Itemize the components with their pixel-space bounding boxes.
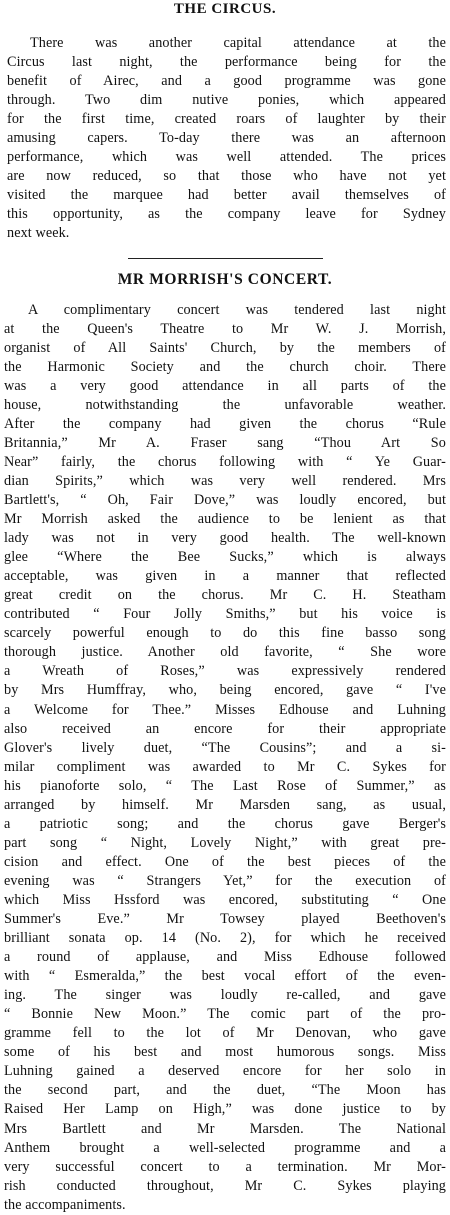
text-line: this opportunity, as the company leave for Sydney xyxy=(7,206,446,223)
text-line: a round of applause, and Miss Edhouse followed xyxy=(4,949,446,966)
text-line: gramme fell to the lot of Mr Denovan, who gave xyxy=(4,1025,446,1042)
text-line: cision and effect. One of the best pieces of the xyxy=(4,853,446,870)
text-line: After the company had given the chorus “Rule xyxy=(4,415,446,432)
text-line: very successful concert to a termination. Mr Mor- xyxy=(4,1158,446,1175)
text-line: A complimentary concert was tendered last night xyxy=(28,301,446,318)
text-line: benefit of Airec, and a good programme was gone xyxy=(7,73,446,90)
text-line: Circus last night, the performance being for the xyxy=(7,54,446,71)
text-line: some of his best and most humorous songs. Miss xyxy=(4,1044,446,1061)
text-line: was a very good attendance in all parts of the xyxy=(4,377,446,394)
concert-heading: MR MORRISH'S CONCERT. xyxy=(117,270,333,288)
text-line: a Wreath of Roses,” was expressively rendered xyxy=(4,663,446,680)
text-line: with “ Esmeralda,” the best vocal effort of the even- xyxy=(4,968,446,985)
text-line: Raised Her Lamp on High,” was done justice to by xyxy=(4,1101,446,1118)
text-line: “ Bonnie New Moon.” The comic part of the pro- xyxy=(4,1006,446,1023)
text-line: great credit on the chorus. Mr C. H. Steatham xyxy=(4,587,446,604)
text-line: glee “Where the Bee Sucks,” which is always xyxy=(4,549,446,566)
text-line: arranged by himself. Mr Marsden sang, as usual, xyxy=(4,796,446,813)
text-line: rish conducted throughout, Mr C. Sykes playing xyxy=(4,1177,446,1194)
text-line: a patriotic song; and the chorus gave Berger's xyxy=(4,815,446,832)
text-line: contributed “ Four Jolly Smiths,” but his voice is xyxy=(4,606,446,623)
text-line: house, notwithstanding the unfavorable weather. xyxy=(4,396,446,413)
text-line: Luhning gained a deserved encore for her solo in xyxy=(4,1063,446,1080)
text-line: performance, which was well attended. The prices xyxy=(7,149,446,166)
text-line: his pianoforte solo, “ The Last Rose of Summer,” as xyxy=(4,777,446,794)
text-line: part song “ Night, Lovely Night,” with great pre- xyxy=(4,834,446,851)
circus-article xyxy=(0,34,450,244)
text-line: acceptable, was given in a manner that reflected xyxy=(4,568,446,585)
text-line: Summer's Eve.” Mr Towsey played Beethoven's xyxy=(4,911,446,928)
text-line: which Miss Hssford was encored, substituting “ One xyxy=(4,891,446,908)
concert-article xyxy=(0,301,450,1215)
text-line: Britannia,” Mr A. Fraser sang “Thou Art So xyxy=(4,434,446,451)
section-divider xyxy=(128,258,323,259)
text-line: Glover's lively duet, “The Cousins”; and a si- xyxy=(4,739,446,756)
text-line: by Mrs Humffray, who, being encored, gave “ I've xyxy=(4,682,446,699)
text-line: Bartlett's, “ Oh, Fair Dove,” was loudly encored, but xyxy=(4,491,446,508)
text-line: lady was not in very good health. The well-known xyxy=(4,530,446,547)
text-line: the Harmonic Society and the church choir. There xyxy=(4,358,446,375)
text-line: the accompaniments. xyxy=(4,1196,126,1213)
text-line: the second part, and the duet, “The Moon has xyxy=(4,1082,446,1099)
text-line: dian Spirits,” which was very well rendered. Mrs xyxy=(4,472,446,489)
text-line: evening was “ Strangers Yet,” for the execution of xyxy=(4,872,446,889)
text-line: amusing capers. To-day there was an afternoon xyxy=(7,130,446,147)
text-line: scarcely powerful enough to do this fine basso song xyxy=(4,625,446,642)
text-line: There was another capital attendance at the xyxy=(30,35,446,51)
text-line: brilliant sonata op. 14 (No. 2), for which he received xyxy=(4,930,446,947)
text-line: Mr Morrish asked the audience to be lenient as that xyxy=(4,511,446,528)
text-line: are now reduced, so that those who have not yet xyxy=(7,168,446,185)
text-line: ing. The singer was loudly re-called, and gave xyxy=(4,987,446,1004)
text-line: also received an encore for their appropriate xyxy=(4,720,446,737)
text-line: organist of All Saints' Church, by the members of xyxy=(4,339,446,356)
text-line: a Welcome for Thee.” Misses Edhouse and Luhning xyxy=(4,701,446,718)
circus-heading: THE CIRCUS. xyxy=(173,1,277,17)
text-line: for the first time, created roars of laughter by their xyxy=(7,111,446,128)
text-line: visited the marquee had better avail themselves of xyxy=(7,187,446,204)
text-line: Anthem brought a well-selected programme and a xyxy=(4,1139,446,1156)
text-line: Near” fairly, the chorus following with “ Ye Guar- xyxy=(4,453,446,470)
text-line: next week. xyxy=(7,225,70,242)
text-line: Mrs Bartlett and Mr Marsden. The National xyxy=(4,1120,446,1137)
text-line: thorough justice. Another old favorite, “ She wore xyxy=(4,644,446,661)
text-line: milar compliment was awarded to Mr C. Sykes for xyxy=(4,758,446,775)
text-line: at the Queen's Theatre to Mr W. J. Morrish, xyxy=(4,320,446,337)
text-line: through. Two dim nutive ponies, which appeared xyxy=(7,92,446,109)
